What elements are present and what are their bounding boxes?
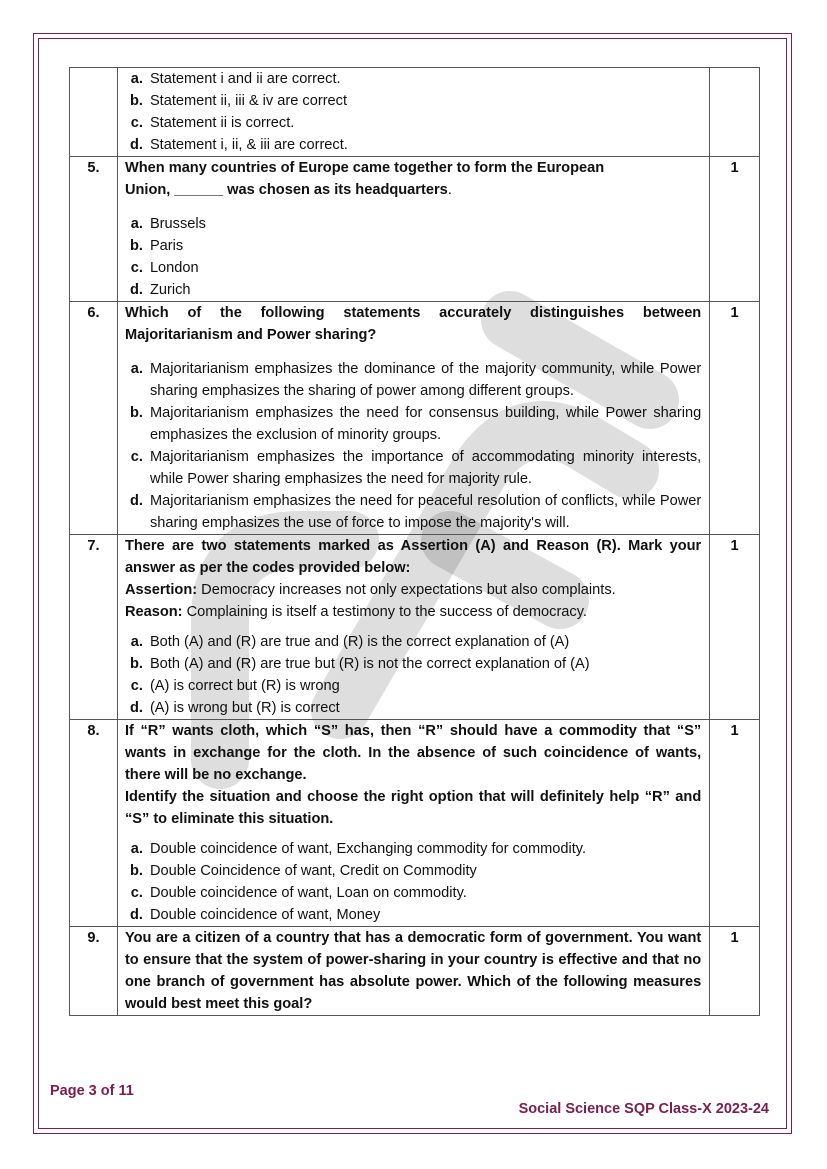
- assertion: Assertion: Democracy increases not only expectations but also complaints.: [124, 582, 616, 598]
- marks: 1: [710, 535, 760, 720]
- option-d: d. Majoritarianism emphasizes the need for peaceful resolution of conflicts, while Power sharing emphasizes the use of force to impose the majority's will.: [129, 493, 702, 531]
- question-body: [117, 68, 709, 157]
- option-b: b. Statement ii, iii & iv are correct: [129, 93, 348, 109]
- option-b: b. Both (A) and (R) are true but (R) is not the correct explanation of (A): [129, 656, 590, 672]
- questions-table: [69, 67, 760, 1016]
- option-c: c. London: [130, 260, 199, 276]
- question-body: [117, 720, 709, 927]
- option-b: b. Paris: [129, 238, 184, 254]
- option-d: d. Double coincidence of want, Money: [129, 907, 381, 923]
- marks-cell: [710, 68, 760, 157]
- question-number: 8.: [70, 720, 118, 927]
- option-a: a. Both (A) and (R) are true and (R) is the correct explanation of (A): [130, 634, 570, 650]
- question-body: [117, 535, 709, 720]
- question-body: [117, 157, 709, 302]
- page-number: Page 3 of 11: [50, 1083, 134, 1099]
- option-d: d. Statement i, ii, & iii are correct.: [129, 137, 348, 153]
- question-number: 7.: [70, 535, 118, 720]
- option-c: c. Majoritarianism emphasizes the importance of accommodating minority interests, while Power sharing emphasizes the need for majority rule.: [130, 449, 702, 487]
- option-a: a. Brussels: [130, 216, 206, 232]
- marks: 1: [710, 302, 760, 535]
- document-title: Social Science SQP Class-X 2023-24: [518, 1101, 769, 1117]
- question-text: If “R” wants cloth, which “S” has, then “R” should have a commodity that “S” wants in exchange for the cloth. In the absence of such coincidence of wants, there will be no exchange.: [124, 723, 702, 783]
- option-d: d. Zurich: [129, 282, 191, 298]
- option-a: a. Statement i and ii are correct.: [130, 71, 341, 87]
- question-number: 9.: [70, 927, 118, 1016]
- marks: 1: [710, 927, 760, 1016]
- option-b: b. Majoritarianism emphasizes the need for consensus building, while Power sharing emphasizes the exclusion of minority groups.: [129, 405, 702, 443]
- option-b: b. Double Coincidence of want, Credit on Commodity: [129, 863, 477, 879]
- question-row-5: [70, 157, 760, 302]
- question-body: [117, 302, 709, 535]
- question-text: There are two statements marked as Assertion (A) and Reason (R). Mark your answer as per the codes provided below:: [124, 538, 702, 576]
- option-a: a. Majoritarianism emphasizes the dominance of the majority community, while Power sharing emphasizes the sharing of power among different groups.: [130, 361, 702, 399]
- option-a: a. Double coincidence of want, Exchanging commodity for commodity.: [130, 841, 587, 857]
- question-number: 6.: [70, 302, 118, 535]
- question-text: You are a citizen of a country that has a democratic form of government. You want to ensure that the system of power-sharing in your country is effective and that no one branch of government has absolute power. Which of the following measures would best meet this goal?: [124, 930, 702, 1012]
- question-number-cell: [70, 68, 118, 157]
- option-c: c. Statement ii is correct.: [130, 115, 295, 131]
- question-row-8: [70, 720, 760, 927]
- question-instruction: Identify the situation and choose the right option that will definitely help “R” and “S” to eliminate this situation.: [124, 789, 702, 827]
- question-row-9: [70, 927, 760, 1016]
- option-c: c. Double coincidence of want, Loan on commodity.: [130, 885, 467, 901]
- question-row-4-continued: [70, 68, 760, 157]
- question-text: When many countries of Europe came together to form the European Union, ______ was chosen as its headquarters.: [124, 160, 605, 198]
- question-row-7: [70, 535, 760, 720]
- option-d: d. (A) is wrong but (R) is correct: [129, 700, 340, 716]
- marks: 1: [710, 720, 760, 927]
- reason: Reason: Complaining is itself a testimony to the success of democracy.: [124, 604, 587, 620]
- question-text: Which of the following statements accurately distinguishes between Majoritarianism and Power sharing?: [124, 305, 702, 343]
- question-row-6: [70, 302, 760, 535]
- marks: 1: [710, 157, 760, 302]
- option-c: c. (A) is correct but (R) is wrong: [130, 678, 340, 694]
- question-body: [117, 927, 709, 1016]
- question-number: 5.: [70, 157, 118, 302]
